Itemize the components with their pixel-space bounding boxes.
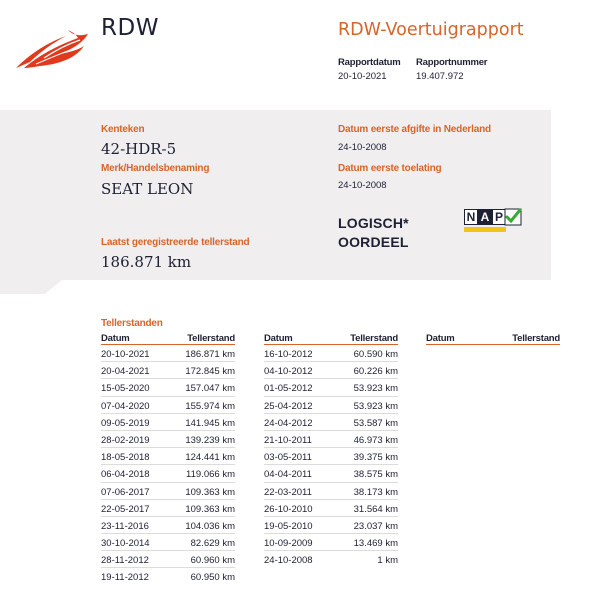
row-value: 13.469 km bbox=[353, 538, 398, 550]
table-row bbox=[264, 465, 398, 482]
verdict-line-1: LOGISCH* bbox=[338, 215, 409, 231]
row-date: 25-04-2012 bbox=[264, 400, 313, 412]
row-date: 23-11-2016 bbox=[101, 520, 149, 532]
logo-text: RDW bbox=[101, 15, 159, 41]
first-issue-nl-label: Datum eerste afgifte in Nederland bbox=[338, 124, 491, 135]
row-value: 38.575 km bbox=[353, 469, 398, 481]
row-date: 18-05-2018 bbox=[101, 452, 150, 464]
header-date: Datum bbox=[264, 333, 293, 344]
table-row bbox=[264, 483, 398, 500]
report-date-block bbox=[338, 57, 401, 82]
row-date: 22-03-2011 bbox=[264, 486, 312, 498]
row-date: 30-10-2014 bbox=[101, 538, 150, 550]
row-date: 10-09-2009 bbox=[264, 538, 313, 550]
row-date: 07-04-2020 bbox=[101, 400, 150, 412]
row-value: 186.871 km bbox=[185, 349, 235, 360]
report-title: RDW-Voertuigrapport bbox=[338, 20, 524, 40]
odometer-column-3 bbox=[426, 333, 560, 345]
row-date: 24-04-2012 bbox=[264, 417, 313, 429]
table-row bbox=[264, 362, 398, 379]
row-value: 141.945 km bbox=[185, 417, 235, 429]
table-row bbox=[264, 379, 398, 396]
odometer-section-title: Tellerstanden bbox=[101, 318, 163, 329]
row-value: 31.564 km bbox=[353, 503, 398, 515]
table-row bbox=[264, 551, 398, 568]
row-value: 119.066 km bbox=[186, 469, 235, 481]
row-value: 39.375 km bbox=[353, 452, 398, 464]
row-value: 109.363 km bbox=[185, 486, 235, 498]
row-date: 24-10-2008 bbox=[264, 555, 313, 567]
odometer-rows bbox=[264, 345, 398, 568]
row-date: 22-05-2017 bbox=[101, 503, 150, 515]
row-date: 04-10-2012 bbox=[264, 366, 313, 378]
plate-label: Kenteken bbox=[101, 124, 145, 135]
header-date: Datum bbox=[426, 333, 455, 344]
check-icon bbox=[504, 208, 522, 226]
brand-value: SEAT LEON bbox=[101, 180, 194, 198]
row-value: 53.587 km bbox=[353, 417, 398, 429]
row-date: 19-05-2010 bbox=[264, 520, 313, 532]
row-date: 26-10-2010 bbox=[264, 503, 313, 515]
table-row bbox=[101, 551, 235, 568]
row-value: 104.036 km bbox=[185, 520, 235, 532]
report-number-label: Rapportnummer bbox=[416, 57, 488, 68]
report-date-value: 20-10-2021 bbox=[338, 71, 387, 82]
table-row bbox=[101, 379, 235, 396]
header-value: Tellerstand bbox=[187, 333, 235, 344]
row-date: 03-05-2011 bbox=[264, 452, 312, 464]
row-date: 20-10-2021 bbox=[101, 349, 150, 360]
row-date: 15-05-2020 bbox=[101, 383, 150, 395]
row-value: 157.047 km bbox=[185, 383, 235, 395]
odometer-column-header bbox=[426, 333, 560, 345]
table-row bbox=[101, 448, 235, 465]
first-admission-label: Datum eerste toelating bbox=[338, 163, 442, 174]
row-date: 06-04-2018 bbox=[101, 469, 150, 481]
table-row bbox=[101, 397, 235, 414]
table-row bbox=[101, 483, 235, 500]
nap-logo bbox=[464, 209, 522, 233]
table-row bbox=[264, 517, 398, 534]
first-admission-value: 24-10-2008 bbox=[338, 180, 387, 191]
band-tail-decoration bbox=[0, 280, 62, 294]
table-row bbox=[101, 431, 235, 448]
odometer-rows bbox=[101, 345, 235, 586]
row-date: 04-04-2011 bbox=[264, 469, 312, 481]
row-date: 20-04-2021 bbox=[101, 366, 150, 378]
first-issue-nl-value: 24-10-2008 bbox=[338, 142, 387, 153]
row-date: 01-05-2012 bbox=[264, 383, 313, 395]
row-value: 23.037 km bbox=[353, 520, 398, 532]
header-date: Datum bbox=[101, 333, 130, 344]
row-value: 53.923 km bbox=[353, 400, 398, 412]
brand-label: Merk/Handelsbenaming bbox=[101, 163, 210, 174]
verdict-line-2: OORDEEL bbox=[338, 234, 409, 250]
row-value: 1 km bbox=[377, 555, 398, 567]
table-row bbox=[101, 414, 235, 431]
row-date: 16-10-2012 bbox=[264, 349, 313, 360]
row-date: 07-06-2017 bbox=[101, 486, 150, 498]
report-number-block bbox=[416, 57, 487, 82]
row-value: 172.845 km bbox=[185, 366, 235, 378]
plate-value: 42-HDR-5 bbox=[101, 140, 177, 158]
row-date: 09-05-2019 bbox=[101, 417, 150, 429]
table-row bbox=[101, 534, 235, 551]
row-value: 139.239 km bbox=[185, 434, 235, 446]
row-value: 46.973 km bbox=[353, 434, 398, 446]
rdw-logo-icon bbox=[14, 26, 90, 72]
table-row bbox=[101, 500, 235, 517]
row-value: 60.226 km bbox=[353, 366, 398, 378]
table-row bbox=[264, 414, 398, 431]
table-row bbox=[264, 448, 398, 465]
table-row bbox=[101, 517, 235, 534]
nap-yellow-bar bbox=[464, 227, 506, 232]
table-row bbox=[101, 362, 235, 379]
row-value: 124.441 km bbox=[185, 452, 235, 464]
odometer-column-header bbox=[101, 333, 235, 345]
last-odometer-value: 186.871 km bbox=[101, 253, 192, 271]
logical-verdict bbox=[338, 214, 409, 252]
row-value: 60.950 km bbox=[190, 572, 235, 584]
nap-letter-n: N bbox=[464, 209, 478, 225]
odometer-column-header bbox=[264, 333, 398, 345]
row-value: 60.590 km bbox=[353, 349, 398, 360]
row-date: 28-11-2012 bbox=[101, 555, 149, 567]
row-date: 28-02-2019 bbox=[101, 434, 150, 446]
row-value: 38.173 km bbox=[353, 486, 398, 498]
table-row bbox=[264, 345, 398, 362]
header-value: Tellerstand bbox=[350, 333, 398, 344]
row-value: 155.974 km bbox=[185, 400, 235, 412]
row-value: 53.923 km bbox=[353, 383, 398, 395]
last-odometer-label: Laatst geregistreerde tellerstand bbox=[101, 237, 250, 248]
report-number-value: 19.407.972 bbox=[416, 71, 464, 82]
table-row bbox=[101, 568, 235, 585]
table-row bbox=[101, 345, 235, 362]
nap-letter-p: P bbox=[492, 209, 506, 225]
nap-letter-a: A bbox=[478, 209, 492, 225]
odometer-column-1 bbox=[101, 333, 235, 586]
table-row bbox=[101, 465, 235, 482]
table-row bbox=[264, 500, 398, 517]
vehicle-info-band bbox=[0, 110, 551, 280]
row-value: 82.629 km bbox=[190, 538, 235, 550]
report-date-label: Rapportdatum bbox=[338, 57, 401, 68]
odometer-column-2 bbox=[264, 333, 398, 568]
row-date: 21-10-2011 bbox=[264, 434, 312, 446]
row-value: 60.960 km bbox=[190, 555, 235, 567]
table-row bbox=[264, 397, 398, 414]
row-date: 19-11-2012 bbox=[101, 572, 149, 584]
row-value: 109.363 km bbox=[185, 503, 235, 515]
table-row bbox=[264, 431, 398, 448]
table-row bbox=[264, 534, 398, 551]
header-value: Tellerstand bbox=[512, 333, 560, 344]
